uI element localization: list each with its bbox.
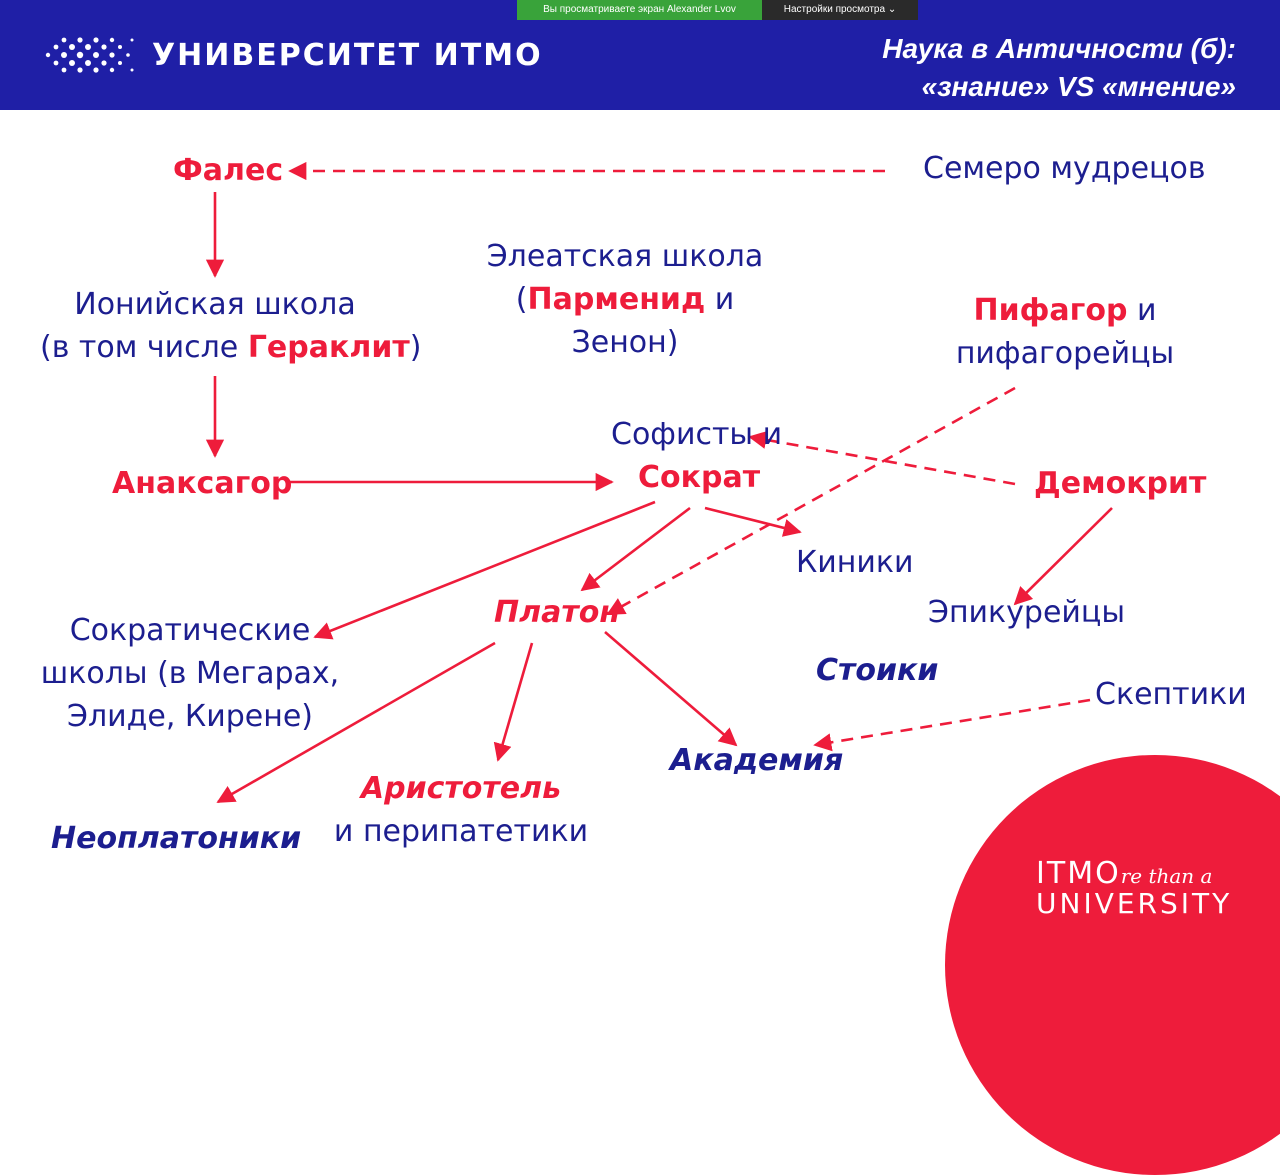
node-academy: Академия xyxy=(670,743,844,778)
slide-title-line2: «знание» VS «мнение» xyxy=(921,71,1236,102)
node-pythagoras xyxy=(930,289,1200,375)
corner-logo-it: IT xyxy=(1036,856,1068,891)
eleatic-post: и xyxy=(705,282,735,317)
itmo-corner-logo xyxy=(1036,856,1232,920)
node-skeptics: Скептики xyxy=(1095,677,1247,712)
node-plato: Платон xyxy=(494,595,621,630)
node-thales: Фалес xyxy=(173,153,284,188)
corner-logo-line1 xyxy=(1036,856,1232,891)
heraclitus: Гераклит xyxy=(247,330,410,365)
node-neoplatonists: Неоплатоники xyxy=(51,821,302,856)
pythagoras-line1 xyxy=(930,289,1200,332)
corner-logo-line2: UNIVERSITY xyxy=(1036,887,1233,920)
edge-plato-aristotle xyxy=(498,643,532,760)
node-socratic-schools xyxy=(40,609,340,738)
brand-name: УНИВЕРСИТЕТ ИТМО xyxy=(152,38,543,73)
edge-plato-academy xyxy=(605,632,736,745)
chevron-down-icon: ⌄ xyxy=(887,4,897,15)
ionian-post: ) xyxy=(409,330,422,365)
peripatetics: и перипатетики xyxy=(333,814,589,849)
pythagoreans: пифагорейцы xyxy=(955,336,1175,371)
pythagoras: Пифагор xyxy=(973,293,1128,328)
parmenides: Парменид xyxy=(527,282,706,317)
edge-skeptics-academy xyxy=(815,700,1090,745)
eleatic-pre: ( xyxy=(515,282,528,317)
aristotle: Аристотель xyxy=(360,771,562,806)
ionian-pre: (в том числе xyxy=(40,330,248,365)
node-cynics: Киники xyxy=(796,545,914,580)
edge-democritus-epicureans xyxy=(1015,508,1112,604)
eleatic-line2 xyxy=(480,278,770,321)
screen-share-notice: Вы просматриваете экран Alexander Lvov xyxy=(517,0,762,20)
node-anaxagoras: Анаксагор xyxy=(112,466,293,501)
corner-logo-script: re than a xyxy=(1120,864,1213,888)
eleatic-line3: Зенон) xyxy=(571,325,679,360)
node-epicureans: Эпикурейцы xyxy=(928,595,1126,630)
node-sophists: Софисты и xyxy=(611,417,783,452)
node-democritus: Демокрит xyxy=(1034,466,1207,501)
node-socrates: Сократ xyxy=(638,460,761,495)
node-aristotle xyxy=(330,767,592,853)
slide-title-line1: Наука в Античности (б): xyxy=(882,33,1236,64)
node-seven-sages: Семеро мудрецов xyxy=(923,151,1206,186)
socratic-line3: Элиде, Кирене) xyxy=(67,699,313,734)
node-eleatic-school xyxy=(480,235,770,364)
edge-socrates-cynics xyxy=(705,508,800,532)
ionian-line1: Ионийская школа xyxy=(74,287,356,322)
socratic-line2: школы (в Мегарах, xyxy=(40,656,340,691)
node-ionian-school xyxy=(40,283,422,369)
view-settings-label: Настройки просмотра xyxy=(783,4,886,15)
corner-logo-mo: MO xyxy=(1067,856,1121,891)
socratic-line1: Сократические xyxy=(69,613,311,648)
eleatic-line1: Элеатская школа xyxy=(486,239,764,274)
pythagoras-post: и xyxy=(1127,293,1157,328)
ionian-line2 xyxy=(40,326,422,369)
node-stoics: Стоики xyxy=(816,653,939,688)
